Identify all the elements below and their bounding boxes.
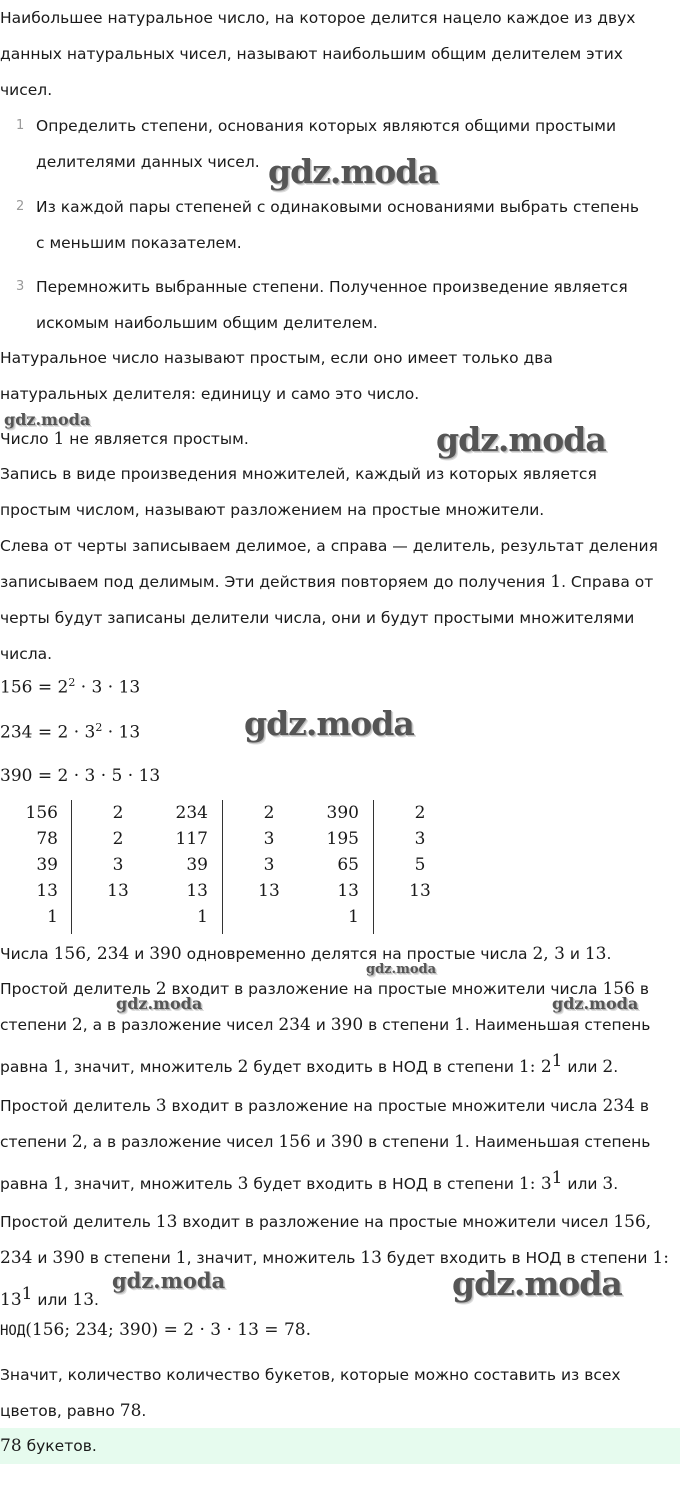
- gcd-result: [0, 1312, 680, 1349]
- text-line: Значит, количество количество букетов, которые можно составить из всех: [0, 1366, 621, 1384]
- math: 13: [155, 1212, 178, 1232]
- divisor-column: [400, 800, 440, 904]
- math: · 13: [102, 722, 141, 743]
- dividend: 13: [36, 881, 58, 901]
- intro-line: Наибольшее натуральное число, на которое делится нацело каждое из двух: [0, 9, 636, 27]
- math: 1: 2: [518, 1057, 552, 1078]
- dividend: 195: [326, 829, 359, 849]
- math: 1: [53, 429, 65, 449]
- divisor: 2: [112, 829, 124, 849]
- math: 234 = 2 · 3: [0, 722, 96, 743]
- exponent: 2: [68, 676, 76, 689]
- intro-line: чисел.: [0, 81, 53, 99]
- text: , а в разложение чисел: [82, 1016, 279, 1034]
- text: Число: [0, 430, 54, 448]
- divisor: 3: [112, 855, 124, 875]
- text: в степени: [363, 1016, 455, 1034]
- math: · 3 · 13: [75, 677, 141, 698]
- math: 1: [454, 1132, 465, 1152]
- divisor: 5: [414, 855, 426, 875]
- text: входит в разложение на простые множители чисел: [177, 1213, 614, 1231]
- text: .: [613, 1175, 619, 1194]
- watermark: gdz.moda: [268, 152, 438, 191]
- conclusion: [0, 1357, 680, 1429]
- step-line: с меньшим показателем.: [36, 234, 242, 252]
- text: будет входить в НОД в степени: [248, 1058, 519, 1077]
- text: , а в разложение чисел: [82, 1133, 279, 1151]
- text: , значит, множитель: [186, 1249, 361, 1267]
- text-line: [0, 1043, 680, 1085]
- dividend-column: [18, 800, 58, 930]
- step-number: 2: [16, 199, 25, 214]
- math: (156; 234; 390) = 2 · 3 · 13 = 78.: [25, 1320, 311, 1340]
- text-line: [0, 1124, 680, 1160]
- division-line: [222, 800, 223, 934]
- watermark: gdz.moda: [116, 994, 203, 1013]
- math: 13: [72, 1290, 95, 1311]
- text-line: черты будут записаны делители числа, они и будут простыми множителями: [0, 609, 635, 627]
- text: и: [310, 1016, 331, 1034]
- math: 78: [119, 1401, 142, 1421]
- dividend: 39: [36, 855, 58, 875]
- dividend: 39: [186, 855, 208, 875]
- text: Простой делитель: [0, 980, 156, 998]
- math: 1: [53, 1057, 64, 1078]
- dividend: 13: [186, 881, 208, 901]
- dividend-column: [168, 800, 208, 930]
- text: в: [634, 980, 649, 998]
- text-line: [0, 1160, 680, 1202]
- dividend: 13: [337, 881, 359, 901]
- math: 1: [53, 1174, 64, 1195]
- text: записываем под делимым. Эти действия повторяем до получения: [0, 573, 551, 591]
- step-line: искомым наибольшим общим делителем.: [36, 314, 378, 332]
- division-line: [373, 800, 374, 934]
- math: 390: [52, 1248, 85, 1268]
- text: будет входить в НОД в степени: [248, 1175, 519, 1194]
- math: 2, 3: [532, 944, 565, 964]
- answer-box: [0, 1428, 680, 1464]
- text: .: [141, 1402, 147, 1420]
- text: в: [634, 1097, 649, 1115]
- common-divisors: [0, 936, 680, 972]
- divisor: 2: [263, 803, 275, 823]
- watermark: gdz.moda: [366, 962, 437, 977]
- math: 1: [454, 1015, 465, 1035]
- text: или: [32, 1291, 73, 1310]
- text-line: [0, 1088, 680, 1124]
- math: 156: [278, 1132, 311, 1152]
- text: . Справа от: [561, 573, 654, 591]
- dividend: 1: [197, 907, 208, 927]
- math: 234: [278, 1015, 311, 1035]
- text: .: [606, 945, 612, 963]
- text: . Наименьшая степень: [464, 1016, 651, 1034]
- divisor: 3: [263, 855, 275, 875]
- text: входит в разложение на простые множители числа: [166, 1097, 603, 1115]
- dividend: 1: [47, 907, 58, 927]
- text-line: [0, 564, 680, 600]
- answer-number: 78: [0, 1436, 22, 1456]
- watermark: gdz.moda: [436, 420, 606, 459]
- math: 3: [155, 1096, 167, 1116]
- watermark: gdz.moda: [112, 1268, 226, 1293]
- step-number: 3: [16, 279, 25, 294]
- exponent: 1: [21, 1284, 33, 1304]
- divisor-2-paragraph: [0, 971, 680, 1085]
- step-line: Определить степени, основания которых являются общими простыми: [36, 117, 617, 135]
- text: и: [129, 945, 150, 963]
- text: равна: [0, 1175, 54, 1194]
- division-line: [71, 800, 72, 934]
- text: Простой делитель: [0, 1213, 156, 1231]
- step-line: Из каждой пары степеней с одинаковыми основаниями выбрать степень: [36, 198, 639, 216]
- step-number: 1: [16, 118, 25, 133]
- math: 2: [602, 1057, 614, 1078]
- math: 2: [155, 979, 167, 999]
- step-line: делителями данных чисел.: [36, 153, 260, 171]
- text: .: [94, 1291, 99, 1310]
- divisor-column: [249, 800, 289, 904]
- text: равна: [0, 1058, 54, 1077]
- text: цветов, равно: [0, 1402, 120, 1420]
- text-line: числа.: [0, 645, 53, 663]
- text: степени: [0, 1133, 72, 1151]
- divisor-3-paragraph: [0, 1088, 680, 1202]
- text: в степени: [84, 1249, 176, 1267]
- math: 13: [360, 1248, 382, 1268]
- factorization-definition: [0, 456, 680, 528]
- text: входит в разложение на простые множители числа: [166, 980, 603, 998]
- text: .: [613, 1058, 619, 1077]
- watermark: gdz.moda: [452, 1264, 622, 1303]
- math: 390: [149, 944, 182, 964]
- exponent: 1: [551, 1168, 563, 1188]
- math: 156: [602, 979, 635, 999]
- math: 234: [602, 1096, 635, 1116]
- divisor-column: [98, 800, 138, 904]
- math: 390: [330, 1015, 364, 1035]
- divisor: 2: [112, 803, 124, 823]
- text-line: Натуральное число называют простым, если оно имеет только два: [0, 349, 553, 367]
- dividend: 1: [348, 907, 359, 927]
- math: 156 = 2: [0, 677, 69, 698]
- text: , значит, множитель: [63, 1175, 238, 1194]
- math: 3: [237, 1174, 249, 1195]
- divisor: 13: [409, 881, 431, 901]
- math: 3: [602, 1174, 614, 1195]
- prime-definition: [0, 340, 680, 412]
- math: 390: [330, 1132, 364, 1152]
- text: и: [32, 1249, 53, 1267]
- divisor: 3: [414, 829, 426, 849]
- math: 234: [0, 1248, 33, 1268]
- math: 156, 234: [53, 944, 130, 964]
- text: , значит, множитель: [63, 1058, 238, 1077]
- text-line: простым числом, называют разложением на простые множители.: [0, 501, 545, 519]
- math: 2: [71, 1132, 83, 1152]
- gcd-label: НОД: [0, 1323, 26, 1339]
- math: 1: [175, 1248, 187, 1268]
- text: и: [564, 945, 585, 963]
- text: в степени: [363, 1133, 455, 1151]
- exponent: 1: [551, 1051, 563, 1071]
- formula-234: [0, 721, 140, 743]
- divisor: 2: [414, 803, 426, 823]
- formula-390: [0, 766, 160, 786]
- text-line: [0, 1204, 680, 1240]
- math: 2: [71, 1015, 83, 1035]
- divisor: 13: [258, 881, 280, 901]
- watermark: gdz.moda: [244, 704, 414, 743]
- text: будет входить в НОД в степени: [381, 1249, 653, 1267]
- text-line: [0, 1393, 680, 1429]
- text: и: [310, 1133, 331, 1151]
- text-line: Слева от черты записываем делимое, а справа — делитель, результат деления: [0, 537, 658, 555]
- text-line: Запись в виде произведения множителей, каждый из которых является: [0, 465, 597, 483]
- dividend: 390: [326, 803, 359, 823]
- dividend: 117: [175, 829, 208, 849]
- text: . Наименьшая степень: [464, 1133, 651, 1151]
- text: одновременно делятся на простые числа: [181, 945, 533, 963]
- divisor: 3: [263, 829, 275, 849]
- watermark: gdz.moda: [4, 410, 91, 429]
- math: 2: [237, 1057, 249, 1078]
- answer-text: букетов.: [21, 1437, 97, 1455]
- dividend-column: [319, 800, 359, 930]
- dividend: 78: [36, 829, 58, 849]
- divisor: 13: [107, 881, 129, 901]
- text: не является простым.: [64, 430, 249, 448]
- intro-line: данных натуральных чисел, называют наибольшим общим делителем этих: [0, 45, 623, 63]
- dividend: 234: [175, 803, 208, 823]
- math: 1: [550, 572, 562, 592]
- math: 156,: [613, 1212, 652, 1232]
- text: Числа: [0, 945, 54, 963]
- math: 13: [584, 944, 607, 964]
- text: Простой делитель: [0, 1097, 156, 1115]
- text: или: [562, 1175, 603, 1194]
- math: 390 = 2 · 3 · 5 · 13: [0, 766, 161, 786]
- math: 1:: [652, 1248, 669, 1268]
- math: 13: [0, 1290, 22, 1311]
- formula-156: [0, 676, 140, 698]
- watermark: gdz.moda: [552, 994, 639, 1013]
- dividend: 156: [25, 803, 58, 823]
- text: или: [562, 1058, 603, 1077]
- math: 1: 3: [518, 1174, 552, 1195]
- text: степени: [0, 1016, 72, 1034]
- method-paragraph: [0, 528, 680, 672]
- dividend: 65: [337, 855, 359, 875]
- text-line: натуральных делителя: единицу и само это число.: [0, 385, 420, 403]
- step-line: Перемножить выбранные степени. Полученное произведение является: [36, 278, 628, 296]
- exponent: 2: [95, 721, 103, 734]
- intro-paragraph: [0, 0, 680, 108]
